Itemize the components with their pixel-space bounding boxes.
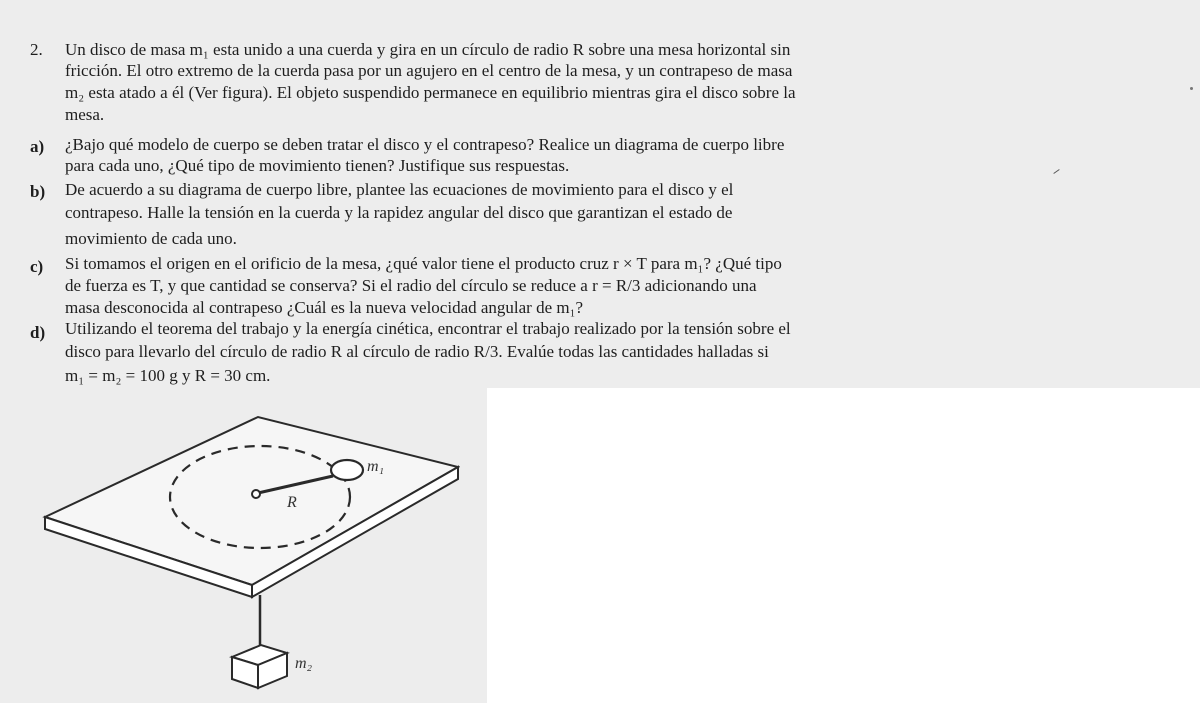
part-a-label: a): [30, 137, 45, 156]
intro-line-3: m₂ esta atado a él (Ver figura). El objeto suspendido permanece en equilibrio mientras gira el disco sobre la: [65, 83, 796, 102]
part-b-line-1: De acuerdo a su diagrama de cuerpo libre, plantee las ecuaciones de movimiento para el disco y el: [65, 180, 734, 199]
counterweight-box: [232, 645, 287, 688]
part-c-line-3: masa desconocida al contrapeso ¿Cuál es la nueva velocidad angular de m₁?: [65, 298, 584, 317]
part-d-line-2: disco para llevarlo del círculo de radio R al círculo de radio R/3. Evalúe todas las cantidades halladas si: [65, 342, 769, 361]
intro-line-1: Un disco de masa m₁ esta unido a una cuerda y gira en un círculo de radio R sobre una mesa horizontal sin: [65, 40, 791, 59]
problem-number: 2.: [30, 40, 43, 59]
scan-mark: [1053, 169, 1059, 174]
part-b-line-3: movimiento de cada uno.: [65, 229, 237, 248]
disk: [331, 460, 363, 480]
blank-panel: [487, 388, 1200, 703]
part-d-line-1: Utilizando el teorema del trabajo y la energía cinética, encontrar el trabajo realizado por la tensión sobre el: [65, 319, 791, 338]
disk-label: m₁: [367, 458, 385, 475]
intro-line-4: mesa.: [65, 105, 105, 124]
part-a-line-1: ¿Bajo qué modelo de cuerpo se deben tratar el disco y el contrapeso? Realice un diagrama de cuerpo libre: [65, 135, 785, 154]
part-c-line-2: de fuerza es T, y que cantidad se conserva? Si el radio del círculo se reduce a r = R/3 adicionando una: [65, 276, 757, 295]
hole: [252, 490, 260, 498]
part-d-label: d): [30, 323, 46, 342]
tabletop: [45, 417, 458, 597]
part-b-label: b): [30, 182, 46, 201]
radius-label: R: [287, 494, 297, 511]
part-b-line-2: contrapeso. Halle la tensión en la cuerda y la rapidez angular del disco que garantizan el estado de: [65, 203, 733, 222]
table-figure: [40, 405, 460, 700]
part-d-line-3: m₁ = m₂ = 100 g y R = 30 cm.: [65, 366, 271, 385]
part-c-label: c): [30, 257, 44, 276]
intro-line-2: fricción. El otro extremo de la cuerda pasa por un agujero en el centro de la mesa, y un contrapeso de masa: [65, 61, 793, 80]
scan-dot: [1190, 87, 1193, 90]
part-c-line-1: Si tomamos el origen en el orificio de la mesa, ¿qué valor tiene el producto cruz r × T para m₁? ¿Qué tipo: [65, 254, 782, 273]
part-a-line-2: para cada uno, ¿Qué tipo de movimiento tienen? Justifique sus respuestas.: [65, 156, 570, 175]
weight-label: m₂: [295, 655, 313, 672]
